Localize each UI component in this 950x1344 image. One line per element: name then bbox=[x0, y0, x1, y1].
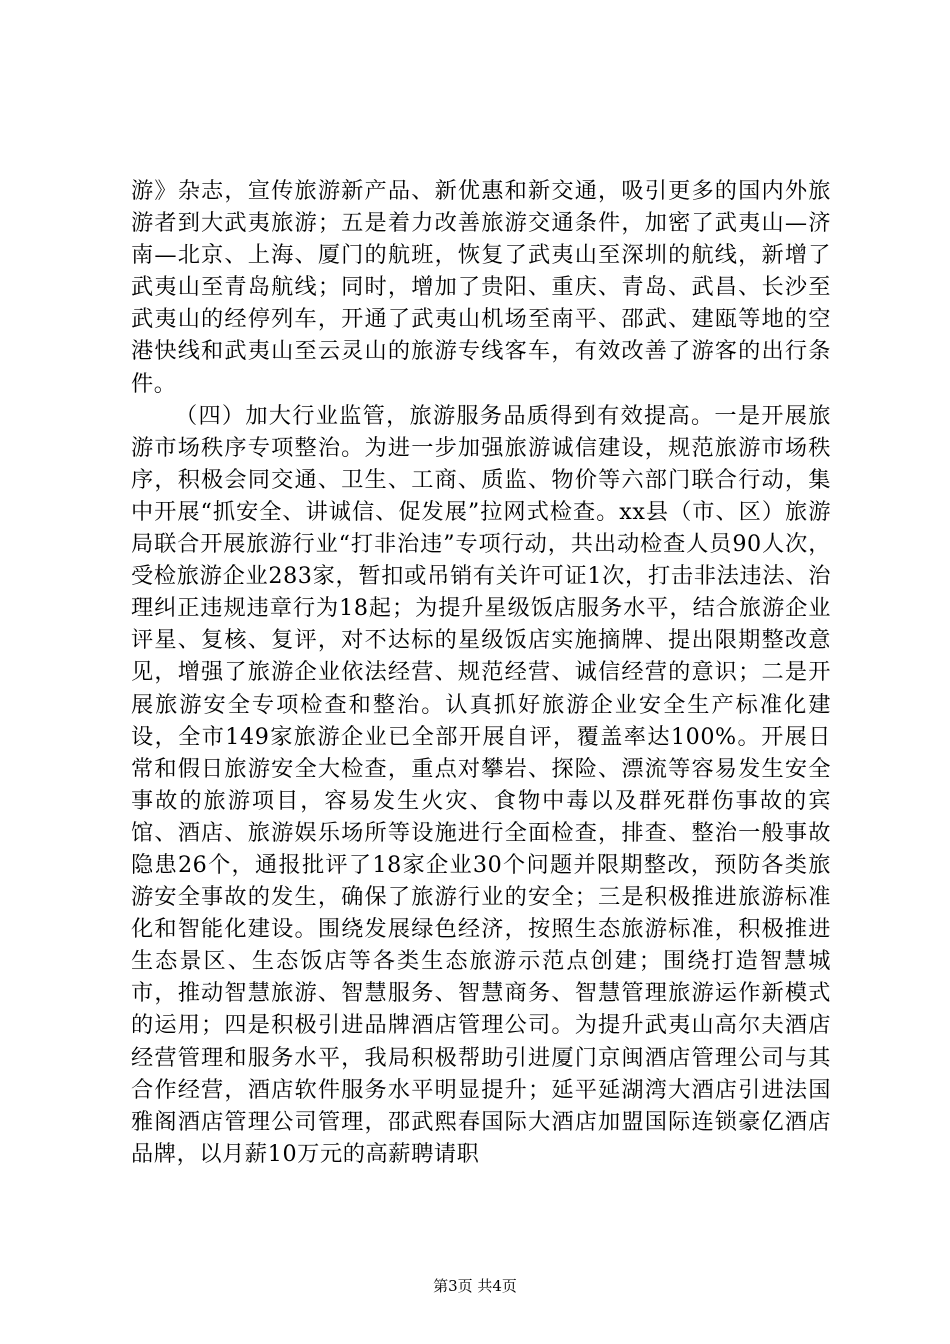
paragraph-continued: 游》杂志，宣传旅游新产品、新优惠和新交通，吸引更多的国内外旅游者到大武夷旅游；五是着力改善旅游交通条件，加密了武夷山—济南—北京、上海、厦门的航班，恢复了武夷山至深圳的航线，新增了武夷山至青岛航线；同时，增加了贵阳、重庆、青岛、武昌、长沙至武夷山的经停列车，开通了武夷山机场至南平、邵武、建瓯等地的空港快线和武夷山至云灵山的旅游专线客车，有效改善了游客的出行条件。 bbox=[131, 178, 831, 397]
document-body bbox=[131, 175, 831, 1170]
paragraph-section-four: （四）加大行业监管，旅游服务品质得到有效提高。一是开展旅游市场秩序专项整治。为进一步加强旅游诚信建设，规范旅游市场秩序，积极会同交通、卫生、工商、质监、物价等六部门联合行动，集中开展“抓安全、讲诚信、促发展”拉网式检查。xx县（市、区）旅游局联合开展旅游行业“打非治违”专项行动，共出动检查人员90人次，受检旅游企业283家，暂扣或吊销有关许可证1次，打击非法违法、治理纠正违规违章行为18起；为提升星级饭店服务水平，结合旅游企业评星、复核、复评，对不达标的星级饭店实施摘牌、提出限期整改意见，增强了旅游企业依法经营、规范经营、诚信经营的意识；二是开展旅游安全专项检查和整治。认真抓好旅游企业安全生产标准化建设，全市149家旅游企业已全部开展自评，覆盖率达100%。开展日常和假日旅游安全大检查，重点对攀岩、探险、漂流等容易发生安全事故的旅游项目，容易发生火灾、食物中毒以及群死群伤事故的宾馆、酒店、旅游娱乐场所等设施进行全面检查，排查、整治一般事故隐患26个，通报批评了18家企业30个问题并限期整改，预防各类旅游安全事故的发生，确保了旅游行业的安全；三是积极推进旅游标准化和智能化建设。围绕发展绿色经济，按照生态旅游标准，积极推进生态景区、生态饭店等各类生态旅游示范点创建；围绕打造智慧城市，推动智慧旅游、智慧服务、智慧商务、智慧管理旅游运作新模式的运用；四是积极引进品牌酒店管理公司。为提升武夷山高尔夫酒店经营管理和服务水平，我局积极帮助引进厦门京闽酒店管理公司与其合作经营，酒店软件服务水平明显提升；延平延湖湾大酒店引进法国雅阁酒店管理公司管理，邵武熙春国际大酒店加盟国际连锁豪亿酒店品牌，以月薪10万元的高薪聘请职 bbox=[131, 402, 831, 1167]
page-footer: 第3页 共4页 bbox=[433, 1277, 517, 1295]
